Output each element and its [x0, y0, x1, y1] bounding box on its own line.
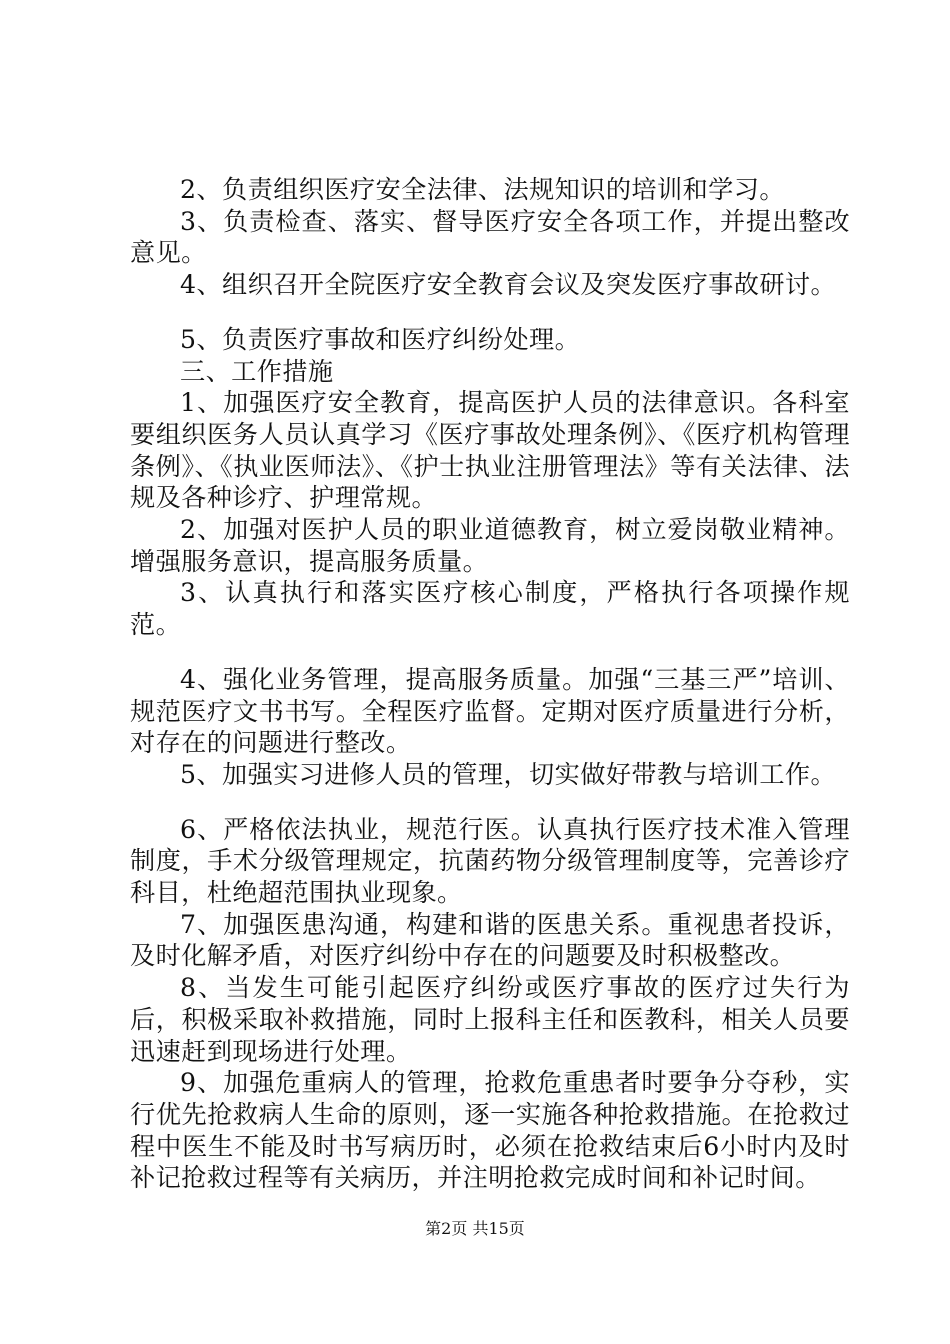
document-body	[130, 174, 850, 1194]
paragraph-duty-4: 4、组织召开全院医疗安全教育会议及突发医疗事故研讨。	[180, 270, 837, 300]
paragraph-measure-5: 5、加强实习进修人员的管理，切实做好带教与培训工作。	[180, 759, 837, 789]
paragraph-duty-5: 5、负责医疗事故和医疗纠纷处理。	[180, 324, 581, 354]
paragraph-measure-7: 7、加强医患沟通，构建和谐的医患关系。重视患者投诉，及时化解矛盾，对医疗纠纷中存在的问题要及时积极整改。	[130, 909, 850, 971]
paragraph-measure-9: 9、加强危重病人的管理，抢救危重患者时要争分夺秒，实行优先抢救病人生命的原则，逐一实施各种抢救措施。在抢救过程中医生不能及时书写病历时，必须在抢救结束后6小时内及时补记抢救过程等有关病历，并注明抢救完成时间和补记时间。	[130, 1068, 850, 1193]
paragraph-measure-2: 2、加强对医护人员的职业道德教育，树立爱岗敬业精神。增强服务意识，提高服务质量。	[130, 515, 850, 576]
paragraph-duty-3: 3、负责检查、落实、督导医疗安全各项工作，并提出整改意见。	[130, 206, 850, 268]
paragraph-measure-1: 1、加强医疗安全教育，提高医护人员的法律意识。各科室要组织医务人员认真学习《医疗事故处理条例》、《医疗机构管理条例》、《执业医师法》、《护士执业注册管理法》等有关法律、法规及各种诊疗、护理常规。	[130, 388, 850, 513]
paragraph-measure-8: 8、当发生可能引起医疗纠纷或医疗事故的医疗过失行为后，积极采取补救措施，同时上报科主任和医教科，相关人员要迅速赶到现场进行处理。	[130, 973, 850, 1066]
paragraph-measure-3: 3、认真执行和落实医疗核心制度，严格执行各项操作规范。	[130, 578, 850, 640]
paragraph-duty-2: 2、负责组织医疗安全法律、法规知识的培训和学习。	[180, 175, 785, 204]
section-heading-measures: 三、工作措施	[180, 356, 334, 386]
paragraph-measure-4: 4、强化业务管理，提高服务质量。加强“三基三严”培训、规范医疗文书书写。全程医疗监督。定期对医疗质量进行分析，对存在的问题进行整改。	[130, 664, 850, 758]
page-number-footer: 第2页 共15页	[425, 1219, 525, 1238]
paragraph-measure-6: 6、严格依法执业，规范行医。认真执行医疗技术准入管理制度，手术分级管理规定，抗菌药物分级管理制度等，完善诊疗科目，杜绝超范围执业现象。	[130, 814, 850, 908]
